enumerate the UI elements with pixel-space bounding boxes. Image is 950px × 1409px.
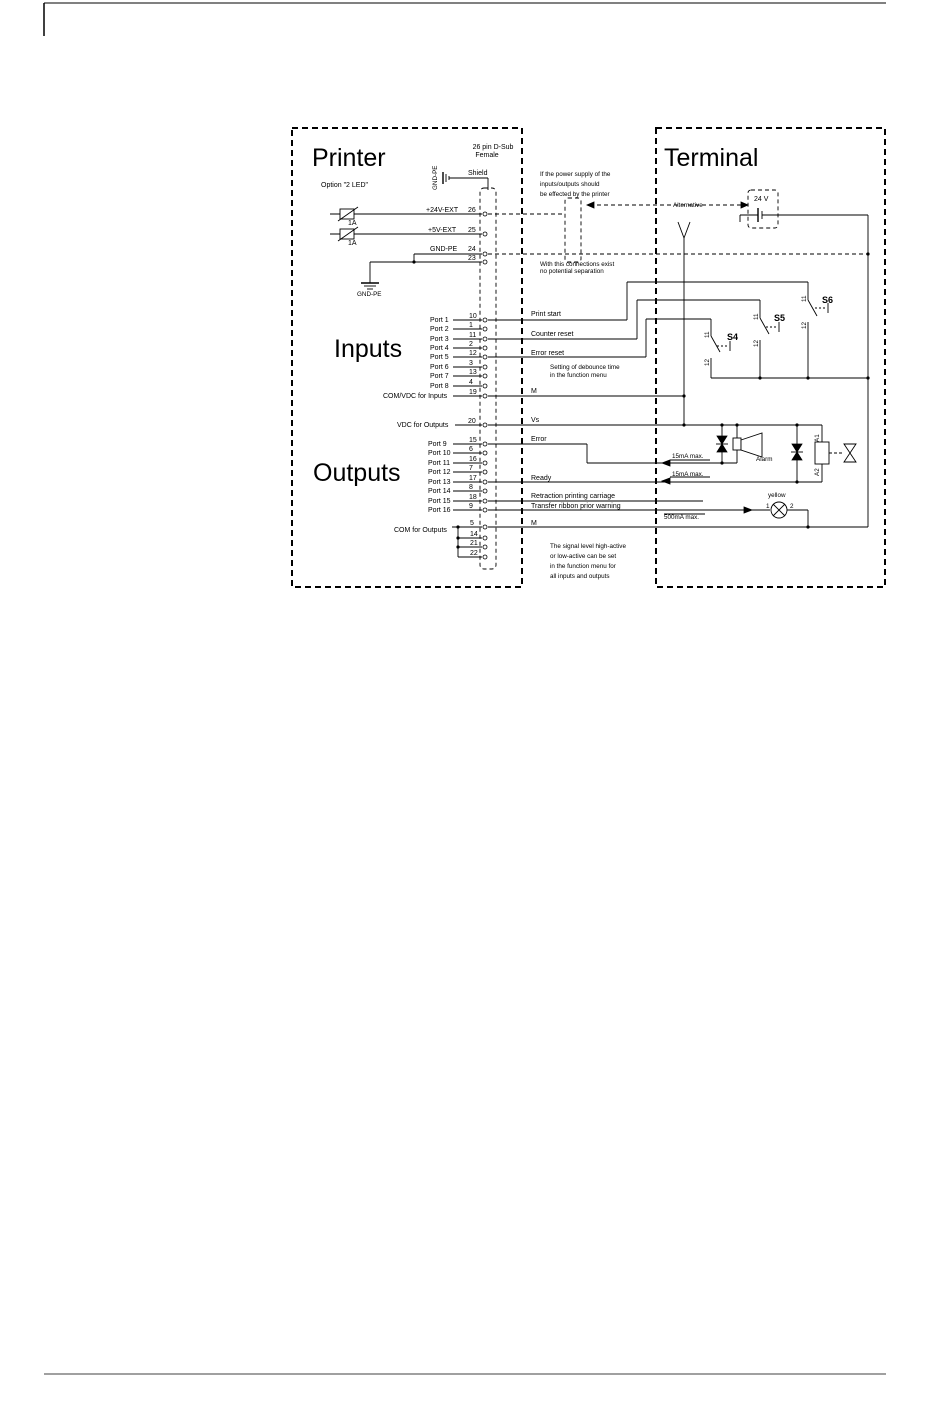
input-label: Port 2 — [430, 326, 449, 333]
output-pin: 8 — [469, 484, 473, 491]
power-note-3: be effected by the printer — [540, 191, 610, 198]
supply-26-row — [330, 207, 487, 227]
lamp-pin-2: 2 — [790, 503, 794, 510]
outputs-heading: Outputs — [313, 459, 401, 487]
vdc-outputs-pin: 20 — [468, 418, 476, 425]
alt-arrow-right — [741, 202, 748, 208]
com-pin-row — [458, 531, 487, 540]
input-row — [430, 360, 487, 371]
terminal-title: Terminal — [664, 144, 759, 172]
lamp-circuit — [766, 492, 808, 527]
input-row — [430, 332, 487, 343]
output-pin: 17 — [469, 475, 477, 482]
com-pin-row — [458, 540, 487, 549]
signal-vs: Vs — [531, 417, 540, 424]
power-note-2: inputs/outputs should — [540, 181, 600, 188]
output-pin: 7 — [469, 465, 473, 472]
lamp-pin-1: 1 — [766, 503, 770, 510]
input-label: Port 8 — [430, 383, 449, 390]
output-pin: 18 — [469, 494, 477, 501]
signal-counter-reset: Counter reset — [531, 331, 574, 338]
signal-error-reset: Error reset — [531, 350, 565, 357]
fuse-label: 1A — [348, 240, 357, 247]
supply-pin: 25 — [468, 227, 476, 234]
connector-title: 26 pin D-Sub — [472, 144, 514, 151]
com-pin-row — [470, 520, 487, 529]
fuse-label: 1A — [348, 220, 357, 227]
switch-s4 — [704, 319, 738, 378]
output-row — [428, 475, 487, 486]
switch-pin-bottom: 12 — [801, 321, 808, 329]
lamp-color: yellow — [768, 492, 786, 499]
power-note-1: If the power supply of the — [540, 171, 611, 178]
com-pin: 21 — [470, 540, 478, 547]
signal-level-note-2: or low-active can be set — [550, 553, 617, 560]
output-row — [428, 437, 487, 448]
switch-pin-top: 11 — [801, 295, 808, 302]
switch-name: S5 — [774, 313, 786, 323]
debounce-note-2: in the function menu — [550, 372, 607, 379]
supply-pin: 24 — [468, 246, 476, 253]
connector-body — [480, 188, 496, 569]
output-pin: 16 — [469, 456, 477, 463]
input-label: Port 4 — [430, 345, 449, 352]
switch-name: S6 — [822, 295, 834, 305]
supply-25-row — [330, 227, 487, 247]
output-label: Port 9 — [428, 441, 447, 448]
separation-note-2: no potential separation — [540, 268, 604, 275]
input-label: Port 1 — [430, 317, 449, 324]
signal-m-outputs: M — [531, 520, 537, 527]
switch-pin-bottom: 12 — [704, 358, 711, 366]
input-pin: 19 — [469, 389, 477, 396]
vdc-outputs-label: VDC for Outputs — [397, 422, 449, 429]
vdc-outputs-row — [397, 418, 487, 429]
output-label: Port 11 — [428, 460, 451, 467]
signal-level-note-1: The signal level high-active — [550, 543, 626, 550]
printer-box — [292, 128, 522, 587]
supply-label: GND-PE — [430, 246, 458, 253]
input-pin: 11 — [469, 332, 477, 339]
signal-level-note-4: all inputs and outputs — [550, 573, 610, 580]
supply-24v-label: 24 V — [754, 196, 769, 203]
input-label: Port 5 — [430, 354, 449, 361]
input-label: Port 7 — [430, 373, 449, 380]
alt-supply-box — [565, 198, 581, 262]
switch-name: S4 — [727, 332, 739, 342]
gnd-pe-bottom-label: GND-PE — [357, 291, 382, 298]
output-row — [428, 494, 487, 505]
com-pin-row — [458, 550, 487, 559]
switch-pin-bottom: 12 — [753, 339, 760, 347]
input-row — [430, 379, 487, 390]
input-label: COM/VDC for Inputs — [383, 393, 448, 400]
input-pin: 1 — [469, 322, 473, 329]
relay-pin-a2: A2 — [814, 468, 821, 476]
switch-pin-top: 11 — [704, 331, 711, 338]
connector-subtitle: Female — [475, 152, 499, 159]
input-label: Port 3 — [430, 336, 449, 343]
input-pin: 4 — [469, 379, 473, 386]
alt-switch-arm — [678, 222, 684, 238]
output-label: Port 12 — [428, 469, 451, 476]
option-label: Option "2 LED" — [321, 182, 368, 189]
gnd-pe-vertical-label: GND-PE — [432, 165, 439, 190]
output-label: Port 10 — [428, 450, 451, 457]
alternative-label: Alternative — [673, 202, 703, 209]
separation-note-1: With this connections exist — [540, 261, 615, 268]
signal-m-inputs: M — [531, 388, 537, 395]
current-15ma-1: 15mA max. — [672, 453, 704, 460]
signal-print-start: Print start — [531, 311, 561, 318]
shield-label: Shield — [468, 170, 488, 177]
output-label: Port 16 — [428, 507, 451, 514]
signal-retraction: Retraction printing carriage — [531, 493, 616, 500]
com-pin: 14 — [470, 531, 478, 538]
com-pin: 22 — [470, 550, 478, 557]
supply-23-row — [414, 255, 487, 264]
com-pin: 5 — [470, 520, 474, 527]
supply-label: +5V-EXT — [428, 227, 457, 234]
switch-s6 — [801, 282, 833, 378]
printer-title: Printer — [312, 144, 386, 172]
input-pin: 12 — [469, 350, 477, 357]
debounce-note-1: Setting of debounce time — [550, 364, 620, 371]
output-label: Port 15 — [428, 498, 451, 505]
output-pin: 15 — [469, 437, 477, 444]
supply-label: +24V-EXT — [426, 207, 459, 214]
input-row — [430, 313, 487, 324]
output-row — [428, 456, 487, 467]
signal-ribbon: Transfer ribbon prior warning — [531, 503, 621, 510]
supply-pin: 26 — [468, 207, 476, 214]
input-pin: 10 — [469, 313, 477, 320]
com-outputs-label: COM for Outputs — [394, 527, 447, 534]
current-15ma-2: 15mA max. — [672, 471, 704, 478]
supply-pin: 23 — [468, 255, 476, 262]
relay-pin-a1: A1 — [814, 434, 821, 442]
input-row — [383, 389, 487, 400]
input-pin: 13 — [469, 369, 477, 376]
current-500ma: 500mA max. — [664, 514, 699, 521]
output-label: Port 14 — [428, 488, 451, 495]
input-label: Port 6 — [430, 364, 449, 371]
output-pin: 6 — [469, 446, 473, 453]
signal-error: Error — [531, 436, 547, 443]
inputs-heading: Inputs — [334, 335, 403, 363]
alt-arrow-left — [587, 202, 594, 208]
output-pin: 9 — [469, 503, 473, 510]
relay-circuit — [791, 425, 856, 484]
alarm-circuit — [716, 425, 772, 465]
alarm-label: Alarm — [756, 456, 773, 463]
switch-pin-top: 11 — [753, 313, 760, 320]
switch-s5 — [753, 300, 785, 378]
com-outputs-group — [394, 525, 482, 557]
signal-level-note-3: in the function menu for — [550, 563, 616, 570]
output-label: Port 13 — [428, 479, 451, 486]
input-pin: 2 — [469, 341, 473, 348]
supply-24-row — [414, 246, 487, 256]
signal-ready: Ready — [531, 475, 552, 482]
input-pin: 3 — [469, 360, 473, 367]
